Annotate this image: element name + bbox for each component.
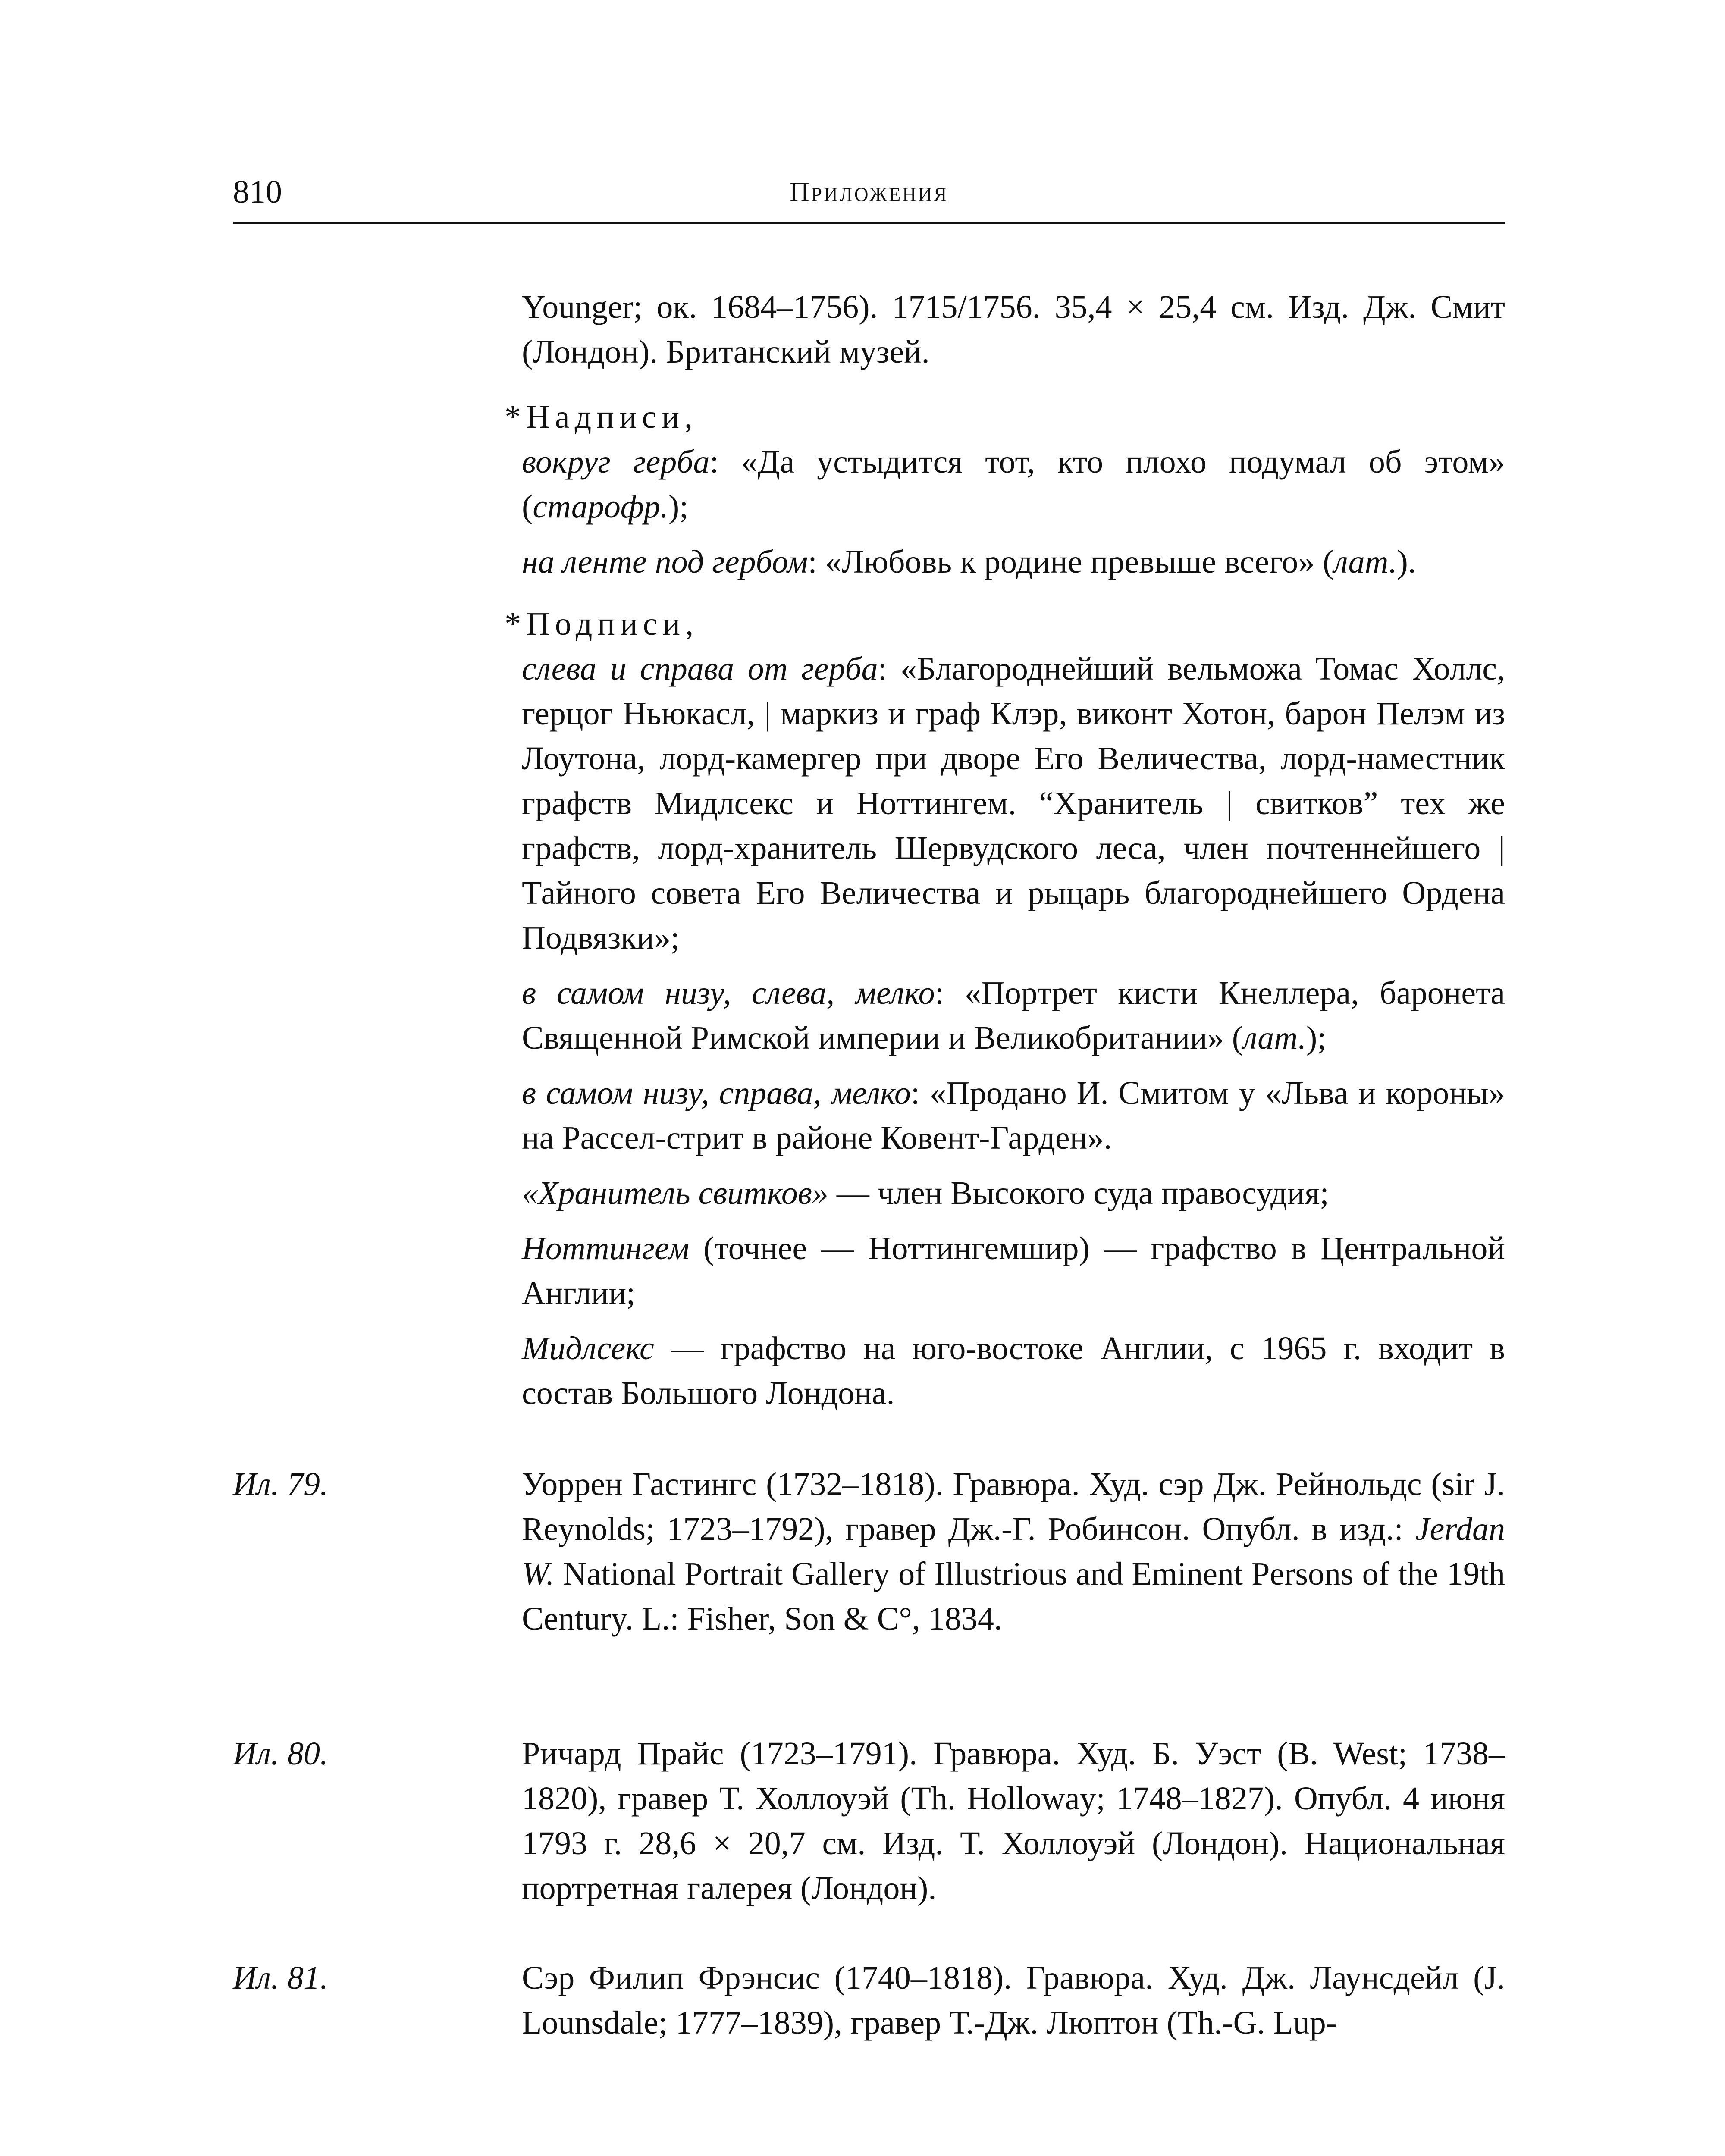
inscription-text: : «Да устыдится тот, кто плохо подумал об этом» ( [522,444,1505,525]
note-term: Ноттингем [522,1230,690,1266]
running-title: Приложения [789,176,949,207]
language-note: лат. [1333,544,1397,580]
caption-label: в самом низу, слева, мелко [522,975,935,1011]
entry-text: Сэр Филип Фрэнсис (1740–1818). Гравюра. Худ. Дж. Лаунсдейл (J. Lounsdale; 1777–1839), гравер Т.-Дж. Люптон (Th.-G. Lup- [522,1960,1505,2041]
entry-label-80: Ил. 80. [233,1736,329,1772]
caption-label: слева и справа от герба [522,651,878,687]
note-text: — графство на юго-востоке Англии, с 1965 г. входит в состав Большого Лондона. [522,1330,1505,1411]
inscription-label: на ленте под гербом [522,544,808,580]
caption-text: : «Портрет кисти Кнеллера, баронета Священной Римской империи и Великобритании» ( [522,975,1505,1056]
note-term: Мидлсекс [522,1330,654,1366]
caption-end: ); [1306,1020,1327,1056]
entry-label-79: Ил. 79. [233,1466,329,1502]
entry-text-before: Уоррен Гастингс (1732–1818). Гравюра. Худ. сэр Дж. Рейнольдс (sir J. Reynolds; 1723–1792), гравер Дж.-Г. Робинсон. Опубл. в изд.: [522,1466,1505,1547]
inscription-label: вокруг герба [522,444,710,480]
caption-bottom-right [522,1071,1505,1160]
note-text: — член Высокого суда правосудия; [828,1175,1329,1211]
caption-text: : «Благороднейший вельможа Томас Холлс, герцог Ньюкасл, | маркиз и граф Клэр, виконт Хотон, барон Пелэм из Лоутона, лорд-камергер при дворе Его Величества, лорд-наместник графств Мидлсекс и Ноттингем. “Хранитель | свитков” тех же графств, лорд-хранитель Шервудского леса, член почтеннейшего | Тайного совета Его Величества и рыцарь благороднейшего Ордена Подвязки»; [522,651,1505,956]
continuation-text: Younger; ок. 1684–1756). 1715/1756. 35,4 × 25,4 см. Изд. Дж. Смит (Лондон). Британский музей. [522,289,1505,370]
inscription-ribbon [522,539,1505,584]
entry-80 [522,1731,1505,1911]
note-nottingham [522,1226,1505,1316]
inscriptions-heading: *Надписи, [505,399,698,435]
inscriptions-block [505,395,1505,584]
note-keeper-of-rolls [522,1171,1505,1216]
entry-text [522,1462,1505,1641]
caption-bottom-left [522,971,1505,1060]
continuation-block [522,285,1505,374]
entry-81 [522,1955,1505,2045]
caption-text: : «Продано И. Смитом у «Льва и короны» на Рассел-стрит в районе Ковент-Гарден». [522,1075,1505,1156]
note-text: (точнее — Ноттингемшир) — графство в Центральной Англии; [522,1230,1505,1311]
entry-text-after: National Portrait Gallery of Illustrious and Eminent Persons of the 19th Century. L.: Fisher, Son & C°, 1834. [522,1556,1505,1637]
captions-block [505,602,1505,1416]
note-term: «Хранитель свитков» [522,1175,828,1211]
note-middlesex [522,1326,1505,1416]
page-header [233,170,1505,224]
page-number: 810 [233,174,282,210]
entry-79 [522,1462,1505,1641]
caption-sides [522,646,1505,960]
inscription-end: ). [1397,544,1416,580]
inscription-end: ); [668,489,689,525]
language-note: лат. [1243,1020,1307,1056]
inscription-around-arms [522,439,1505,529]
caption-label: в самом низу, справа, мелко [522,1075,911,1111]
captions-heading: *Подписи, [505,606,699,642]
entry-author: Jerdan W. [522,1511,1505,1592]
inscription-text: : «Любовь к родине превыше всего» ( [808,544,1334,580]
entry-text: Ричард Прайс (1723–1791). Гравюра. Худ. Б. Уэст (B. West; 1738–1820), гравер Т. Холлоуэй (Th. Holloway; 1748–1827). Опубл. 4 июня 1793 г. 28,6 × 20,7 см. Изд. Т. Холлоуэй (Лондон). Национальная портретная галерея (Лондон). [522,1736,1505,1906]
entry-label-81: Ил. 81. [233,1960,329,1996]
language-note: старофр. [533,489,668,525]
